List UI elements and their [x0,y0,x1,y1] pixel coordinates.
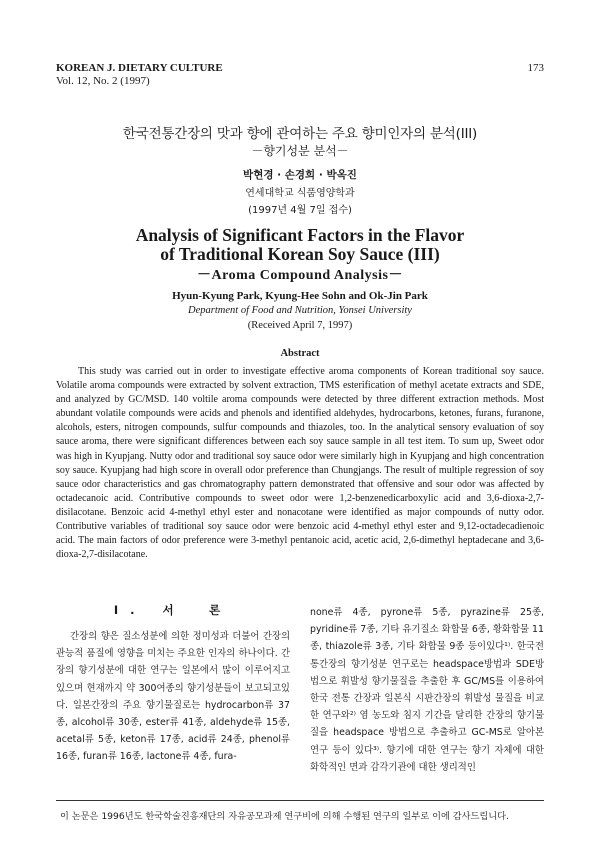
journal-header [56,62,223,88]
english-affiliation: Department of Food and Nutrition, Yonsei University [188,305,412,316]
english-received-date: (Received April 7, 1997) [247,320,353,331]
english-title-line1: Analysis of Significant Factors in the Flavor [135,225,465,245]
body-left-column: 간장의 향은 질소성분에 의한 정미성과 더불어 간장의 관능적 품질에 영향을 미치는 주요한 인자의 하나이다. 간장의 향기성분에 대한 연구는 일본에서 많이 이루어지고 있으며 현재까지 약 300여종의 향기성분들이 보고되고있다. 일본간장의 주요 향기물질로는 hydrocarbon류 37종, alcohol류 30종, ester류 41종, aldehyde류 15종, acetal류 5종, keton류 17종, acid류 24종, phenol류 16종, furan류 16종, lactone류 4종, fura- [56,631,290,763]
korean-affiliation: 연세대학교 식품영양학과 [245,188,355,199]
journal-volume: Vol. 12, No. 2 (1997) [56,75,150,87]
korean-title: 한국전통간장의 맛과 향에 관여하는 주요 향미인자의 분석(III) [122,126,478,142]
footnote-divider [56,800,544,801]
footnote: 이 논문은 1996년도 한국학술진흥재단의 자유공모과제 연구비에 의해 수행된 연구의 일부로 이에 감사드립니다. [60,811,509,822]
section-heading: I. 서 론 [113,603,233,617]
korean-subtitle: －향기성분 분석－ [251,144,349,158]
abstract-heading: Abstract [280,348,320,359]
journal-name: KOREAN J. DIETARY CULTURE [56,62,223,74]
abstract-text: This study was carried out in order to investigate effective aroma components of Korean traditional soy sauce. Volatile aroma compounds were extracted by solvent extraction, TMS esterification of methyl acetate extracts and SDE, and analyzed by GC/MSD. 140 voltile aroma compounds were detected by three different extraction methods. Most abundant volatile compounds were acids and phenols and identified aldehydes, hydrocarbons, ketones, furans, furanone, alcohols, esters, nitrogen compounds, sulfur compounds and thiazoles, too. In the analytical sensory evaluation of soy sauce aroma, there were significant differences between each soy sauce sample in all test item. To sum up, Sweet odor was high in Kyupjang. Nutty odor and traditional soy sauce odor were similarly high in Kyupjang and high concentration soy sauce. Kyupjang had high score in overall odor preference than Chungjangs. The result of multiple regression of soy sauce odor characteristics and gas chromatography pattern demonstrated that offensive and sour odor was affected by octadecanoic acid. Contributive compounds to sweet odor were 1,2-benzenedicarboxylic acid and 3,6-dioxa-2,7-disilacotane. Benzoic acid 4-methyl ethyl ester and nonacotane were identified as major compounds of nutty odor. Contributive variables of traditional soy sauce odor were benzoic acid 4-methyl ethyl ester and 9,12-octadecadienoic acid. The main factors of odor preference were 3-methyl pentanoic acid, acetic acid, 2,6-dimethyl heptadecane and 3,6-dioxa-2,7-disilacotane. [56,366,544,561]
english-title [0,226,600,264]
page-number: 173 [527,62,544,74]
english-subtitle: －Aroma Compound Analysis－ [197,268,403,283]
korean-authors: 박현경 · 손경희 · 박옥진 [243,169,357,181]
english-title-line2: of Traditional Korean Soy Sauce (III) [160,244,440,264]
korean-received-date: (1997년 4월 7일 접수) [248,205,352,216]
english-authors: Hyun-Kyung Park, Kyung-Hee Sohn and Ok-Jin Park [172,290,428,302]
body-right-column: none류 4종, pyrone류 5종, pyrazine류 25종, pyridine류 7종, 기타 유기질소 화합물 6종, 황화합물 11종, thiazole류 3종, 기타 화합물 9종 등이있다¹⁾. 한국전통간장의 향기성분 연구로는 headspace방법과 SDE방법으로 휘발성 향기물질을 추출한 후 GC/MS를 이용하여 한국 전통 간장과 일본식 시판간장의 휘발성 물질을 비교한 연구와²⁾ 염 농도와 침지 기간을 달리한 간장의 향기물질을 headspace 방법으로 추출하고 GC-MS로 알아본 연구 등이 있다³⁾. 향기에 대한 연구는 향기 자체에 대한 화학적인 면과 감각기관에 대한 생리적인 [310,607,544,773]
